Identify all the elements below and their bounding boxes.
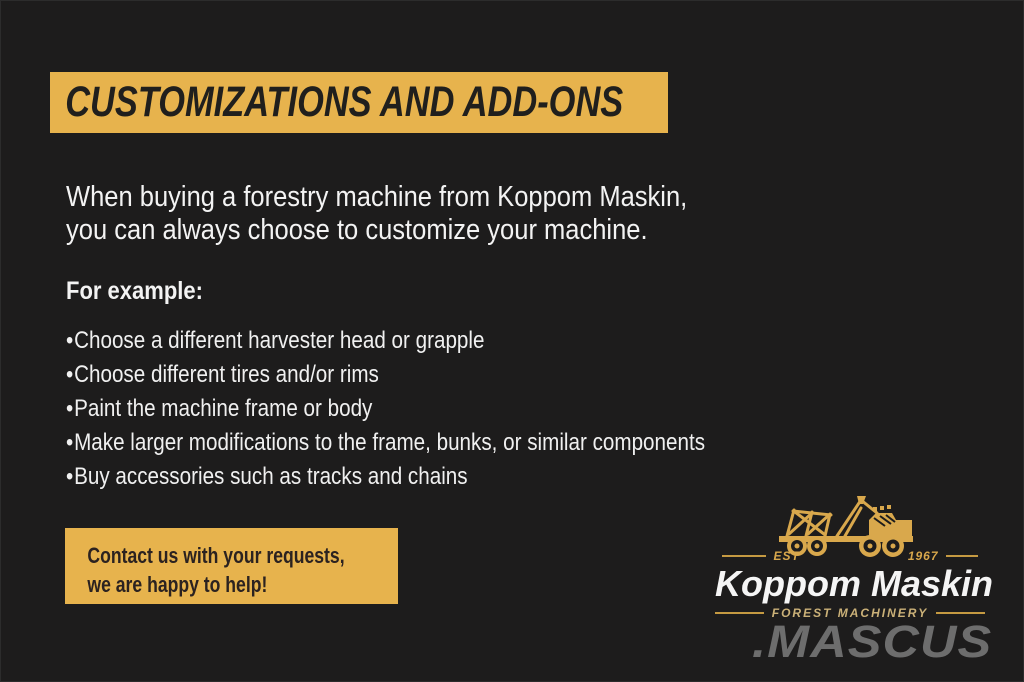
logo-est-label: EST [773, 549, 800, 563]
bullet-icon: • [66, 361, 74, 388]
logo-year-label: 1967 [907, 549, 939, 563]
page-title: CUSTOMIZATIONS AND ADD-ONS [65, 78, 624, 126]
intro-line-2: you can always choose to customize your machine. [66, 214, 648, 246]
logo-left-rule [722, 555, 766, 557]
list-item [66, 324, 705, 358]
bullet-icon: • [66, 327, 74, 354]
logo-wordmark: Koppom Maskin [715, 563, 994, 604]
contact-text [65, 528, 345, 599]
tagline-right-rule [936, 612, 985, 614]
contact-banner [65, 528, 398, 604]
koppom-maskin-logo [715, 494, 994, 620]
list-item-text: Buy accessories such as tracks and chains [74, 463, 468, 490]
list-item-text: Make larger modifications to the frame, bunks, or similar components [74, 429, 706, 456]
logo-right-rule [946, 555, 978, 557]
contact-line-1: Contact us with your requests, [87, 543, 345, 568]
contact-line-2: we are happy to help! [87, 572, 268, 597]
bullet-icon: • [66, 395, 74, 422]
tagline-left-rule [715, 612, 764, 614]
list-item [66, 358, 705, 392]
logo-tagline: FOREST MACHINERY [771, 606, 929, 620]
list-item [66, 426, 705, 460]
title-banner [50, 72, 668, 133]
for-example-label: For example: [66, 277, 203, 305]
intro-paragraph [66, 181, 687, 247]
bullet-icon: • [66, 463, 74, 490]
intro-line-1: When buying a forestry machine from Koppom Maskin, [66, 181, 688, 213]
logo-est-row [715, 550, 985, 562]
bullet-icon: • [66, 429, 74, 456]
list-item [66, 460, 705, 494]
customization-list [66, 324, 705, 494]
list-item [66, 392, 705, 426]
list-item-text: Choose a different harvester head or grapple [74, 327, 485, 354]
list-item-text: Choose different tires and/or rims [74, 361, 379, 388]
mascus-watermark: .MASCUS [752, 616, 993, 667]
list-item-text: Paint the machine frame or body [74, 395, 373, 422]
